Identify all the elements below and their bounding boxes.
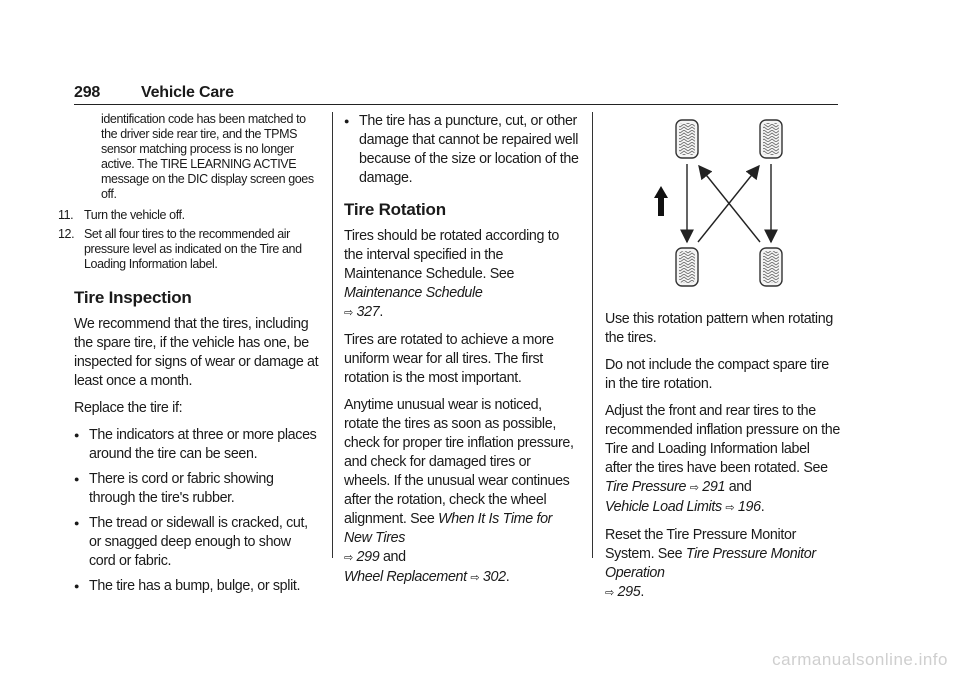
page-ref-icon: ⇨ <box>344 552 353 564</box>
bullet-item: ● The tread or sidewall is cracked, cut, or snagged deep enough to show cord or fabric. <box>74 515 308 569</box>
watermark: carmanualsonline.info <box>772 650 948 669</box>
unusual-wear-paragraph: Anytime unusual wear is noticed, rotate the tires as soon as possible, check for proper tire inflation pressure, and check for damaged tires or wheels. If the unusual wear continues after the rotation, check the wheel alignment. See When It Is Time for New Tires ⇨ 299 and Wheel Replacement ⇨ 302. <box>344 397 574 585</box>
column-right <box>605 310 840 611</box>
step-number: 12. <box>58 227 75 241</box>
bullet-item: ● The tire has a puncture, cut, or other damage that cannot be repaired well because of the size or location of the damage. <box>344 113 579 186</box>
bullet-item: ● The indicators at three or more places around the tire can be seen. <box>74 427 317 462</box>
rotation-interval-paragraph: Tires should be rotated according to the interval specified in the Maintenance Schedule. See Maintenance Schedule ⇨ 327. <box>344 228 559 320</box>
column-divider <box>332 112 333 558</box>
inspection-paragraph: We recommend that the tires, including the spare tire, if the vehicle has one, be inspected for signs of wear or damage at least once a month. <box>74 316 319 389</box>
continued-step-text: identification code has been matched to the driver side rear tire, and the TPMS sensor matching process is no longer active. The TIRE LEARNING ACTIVE message on the DIC display screen goes off. <box>101 112 314 201</box>
inflation-paragraph: Adjust the front and rear tires to the recommended inflation pressure on the Tire and Loading Information label after the tires have been rotated. See Tire Pressure ⇨ 291 and Vehicle Load Limits ⇨ 196. <box>605 403 841 515</box>
bullet-item: ● The tire has a bump, bulge, or split. <box>74 578 301 594</box>
step-text: Set all four tires to the recommended air pressure level as indicated on the Tire and Loading Information label. <box>84 227 302 271</box>
column-middle <box>344 112 579 596</box>
tire-rear-right-icon <box>760 248 782 286</box>
page-header <box>74 82 838 105</box>
step-number: 11. <box>58 208 74 222</box>
page-ref-icon: ⇨ <box>689 482 699 494</box>
arrow-rear-left-to-front-right <box>698 166 759 242</box>
page-ref[interactable]: 291 <box>702 479 726 495</box>
link-new-tires[interactable]: When It Is Time for New Tires <box>344 511 553 546</box>
link-wheel-replacement[interactable]: Wheel Replacement <box>344 569 467 585</box>
heading-tire-rotation: Tire Rotation <box>344 200 446 219</box>
page-ref[interactable]: 327 <box>356 304 380 320</box>
column-left <box>58 112 320 602</box>
tire-rear-left-icon <box>676 248 698 286</box>
tire-front-left-icon <box>676 120 698 158</box>
bullet-dot-icon: ● <box>74 430 80 440</box>
page-ref[interactable]: 302 <box>482 569 506 585</box>
step-text: Turn the vehicle off. <box>84 208 185 222</box>
bullet-dot-icon: ● <box>74 518 80 528</box>
page-ref[interactable]: 299 <box>356 549 380 565</box>
bullet-dot-icon: ● <box>344 116 350 126</box>
page-ref-icon: ⇨ <box>470 572 480 584</box>
bullet-dot-icon: ● <box>74 474 80 484</box>
page-ref[interactable]: 295 <box>617 584 641 600</box>
arrow-rear-right-to-front-left <box>699 166 760 242</box>
page-ref-icon: ⇨ <box>605 587 614 599</box>
link-tpms-operation[interactable]: Tire Pressure Monitor Operation <box>605 546 816 581</box>
step-11 <box>58 208 320 223</box>
tire-rotation-diagram <box>648 118 818 298</box>
page-ref-icon: ⇨ <box>344 307 353 319</box>
page-ref-icon: ⇨ <box>725 502 735 514</box>
forward-direction-arrow-icon <box>654 186 668 216</box>
bullet-dot-icon: ● <box>74 581 80 591</box>
rotation-pattern-paragraph: Use this rotation pattern when rotating the tires. <box>605 311 833 346</box>
tpms-reset-paragraph: Reset the Tire Pressure Monitor System. See Tire Pressure Monitor Operation ⇨ 295. <box>605 527 816 600</box>
rotation-purpose-paragraph: Tires are rotated to achieve a more uniform wear for all tires. The first rotation is the most important. <box>344 332 554 386</box>
heading-tire-inspection: Tire Inspection <box>74 288 192 307</box>
replace-intro: Replace the tire if: <box>74 400 183 416</box>
link-tire-pressure[interactable]: Tire Pressure <box>605 479 687 495</box>
section-title: Vehicle Care <box>141 84 234 101</box>
page-ref[interactable]: 196 <box>737 499 761 515</box>
tire-front-right-icon <box>760 120 782 158</box>
link-vehicle-load-limits[interactable]: Vehicle Load Limits <box>605 499 722 515</box>
bullet-item: ● There is cord or fabric showing through the tire's rubber. <box>74 471 274 506</box>
spare-tire-paragraph: Do not include the compact spare tire in the tire rotation. <box>605 357 829 392</box>
step-12 <box>58 227 320 272</box>
column-divider <box>592 112 593 558</box>
link-maintenance-schedule[interactable]: Maintenance Schedule <box>344 285 483 301</box>
page-number: 298 <box>74 84 101 101</box>
